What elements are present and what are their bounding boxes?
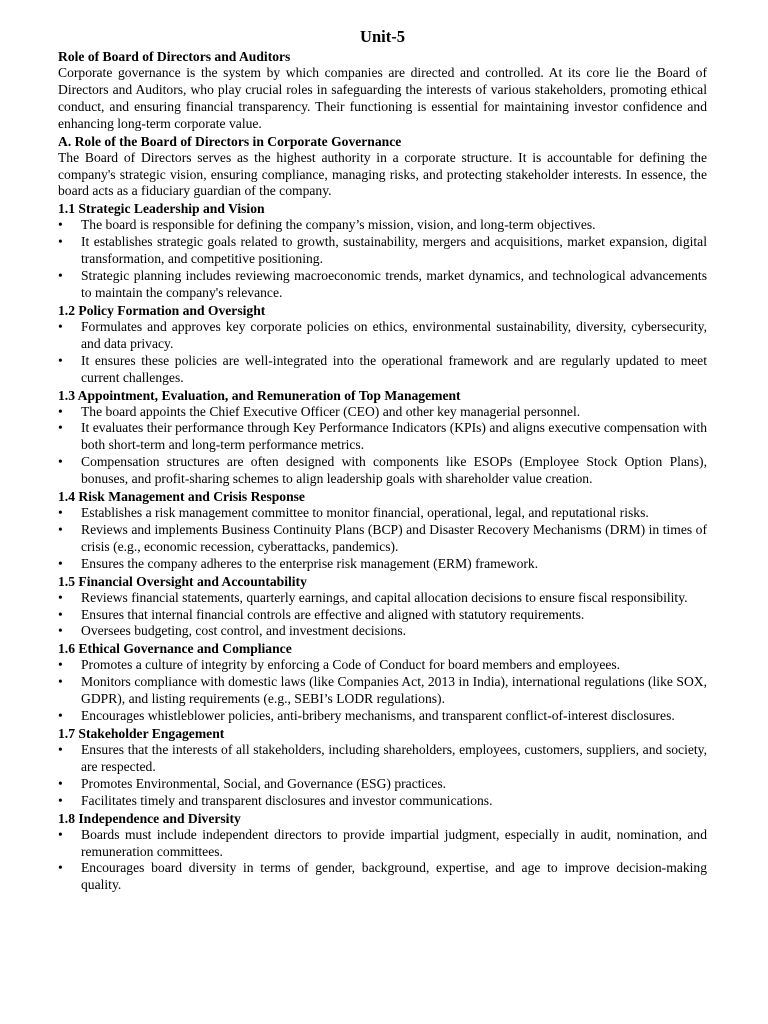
bullet-icon: •	[58, 657, 63, 673]
list-item	[58, 522, 707, 556]
bullet-icon: •	[58, 606, 63, 622]
list-item	[58, 860, 707, 894]
list-item-text: Reviews and implements Business Continuity Plans (BCP) and Disaster Recovery Mechanisms (DRM) in times of crisis (e.g., economic recession, cyberattacks, pandemics).	[81, 521, 707, 554]
list-item	[58, 353, 707, 387]
list-item	[58, 268, 707, 302]
bullet-list	[58, 657, 707, 725]
list-item-text: Promotes Environmental, Social, and Governance (ESG) practices.	[81, 775, 447, 791]
bullet-icon: •	[58, 420, 63, 436]
subsection-heading: 1.5 Financial Oversight and Accountability	[58, 573, 307, 589]
list-item-text: Boards must include independent directors to provide impartial judgment, especially in audit, nomination, and remuneration committees.	[81, 826, 707, 859]
bullet-icon: •	[58, 674, 63, 690]
bullet-icon: •	[58, 826, 63, 842]
bullet-list	[58, 590, 707, 641]
list-item-text: Encourages board diversity in terms of gender, background, expertise, and age to improve decision-making quality.	[81, 860, 707, 893]
bullet-icon: •	[58, 234, 63, 250]
list-item	[58, 657, 707, 674]
list-item	[58, 505, 707, 522]
bullet-list	[58, 319, 707, 387]
list-item-text: The board is responsible for defining the company’s mission, vision, and long-term objectives.	[81, 217, 596, 233]
list-item-text: It ensures these policies are well-integrated into the operational framework and are regularly updated to meet current challenges.	[81, 352, 707, 385]
list-item	[58, 454, 707, 488]
bullet-icon: •	[58, 217, 63, 233]
bullet-icon: •	[58, 454, 63, 470]
list-item	[58, 319, 707, 353]
list-item	[58, 708, 707, 725]
bullet-list	[58, 505, 707, 573]
subsection-heading: 1.3 Appointment, Evaluation, and Remuneration of Top Management	[58, 387, 461, 403]
list-item-text: Ensures that internal financial controls are effective and aligned with statutory requirements.	[81, 606, 585, 622]
list-item	[58, 742, 707, 776]
list-item	[58, 234, 707, 268]
list-item	[58, 607, 707, 624]
bullet-icon: •	[58, 268, 63, 284]
list-item-text: Oversees budgeting, cost control, and investment decisions.	[81, 623, 407, 639]
list-item-text: Encourages whistleblower policies, anti-bribery mechanisms, and transparent conflict-of-interest disclosures.	[81, 708, 675, 724]
bullet-list	[58, 404, 707, 489]
bullet-icon: •	[58, 623, 63, 639]
list-item-text: Monitors compliance with domestic laws (like Companies Act, 2013 in India), international regulations (like SOX, GDPR), and listing requirements (e.g., SEBI’s LODR regulations).	[81, 674, 707, 707]
list-item	[58, 793, 707, 810]
bullet-list	[58, 217, 707, 302]
list-item-text: It evaluates their performance through Key Performance Indicators (KPIs) and aligns executive compensation with both short-term and long-term performance metrics.	[81, 420, 707, 453]
list-item-text: Compensation structures are often designed with components like ESOPs (Employee Stock Option Plans), bonuses, and profit-sharing schemes to align leadership goals with shareholder value creation.	[81, 454, 707, 487]
list-item-text: The board appoints the Chief Executive Officer (CEO) and other key managerial personnel.	[81, 403, 581, 419]
list-item-text: Reviews financial statements, quarterly earnings, and capital allocation decisions to ensure fiscal responsibility.	[81, 589, 688, 605]
list-item-text: Establishes a risk management committee to monitor financial, operational, legal, and reputational risks.	[81, 505, 649, 521]
list-item	[58, 827, 707, 861]
list-item-text: It establishes strategic goals related to growth, sustainability, mergers and acquisitions, market expansion, digital transformation, and competitive positioning.	[81, 234, 707, 267]
subsection-heading: 1.2 Policy Formation and Oversight	[58, 302, 266, 318]
bullet-icon: •	[58, 708, 63, 724]
list-item	[58, 404, 707, 421]
list-item	[58, 556, 707, 573]
list-item	[58, 674, 707, 708]
intro-paragraph: Corporate governance is the system by which companies are directed and controlled. At its core lie the Board of Directors and Auditors, who play crucial roles in safeguarding the interests of various stakeholders, promoting ethical conduct, and ensuring financial transparency. Their functioning is essential for maintaining investor confidence and enhancing long-term corporate value.	[58, 65, 707, 131]
list-item	[58, 217, 707, 234]
bullet-icon: •	[58, 318, 63, 334]
bullet-list	[58, 742, 707, 810]
list-item	[58, 590, 707, 607]
list-item	[58, 776, 707, 793]
list-item-text: Formulates and approves key corporate policies on ethics, environmental sustainability, diversity, cybersecurity, and data privacy.	[81, 318, 707, 351]
list-item-text: Facilitates timely and transparent disclosures and investor communications.	[81, 792, 493, 808]
bullet-icon: •	[58, 521, 63, 537]
bullet-icon: •	[58, 775, 63, 791]
bullet-icon: •	[58, 792, 63, 808]
subsection-heading: 1.4 Risk Management and Crisis Response	[58, 489, 305, 505]
subsection-heading: 1.8 Independence and Diversity	[58, 810, 241, 826]
list-item	[58, 623, 707, 640]
list-item-text: Ensures the company adheres to the enterprise risk management (ERM) framework.	[81, 555, 539, 571]
list-item-text: Strategic planning includes reviewing macroeconomic trends, market dynamics, and technological advancements to maintain the company's relevance.	[81, 268, 707, 300]
subsection-heading: 1.7 Stakeholder Engagement	[58, 726, 225, 741]
section-a-heading: A. Role of the Board of Directors in Corporate Governance	[58, 133, 402, 149]
document-title: Role of Board of Directors and Auditors	[58, 49, 291, 64]
bullet-list	[58, 827, 707, 895]
bullet-icon: •	[58, 352, 63, 368]
list-item-text: Ensures that the interests of all stakeholders, including shareholders, employees, customers, suppliers, and society, are respected.	[81, 742, 707, 774]
subsection-heading: 1.6 Ethical Governance and Compliance	[58, 641, 292, 657]
bullet-icon: •	[58, 589, 63, 605]
bullet-icon: •	[58, 505, 63, 521]
unit-title: Unit-5	[360, 27, 405, 46]
section-a-paragraph: The Board of Directors serves as the highest authority in a corporate structure. It is accountable for defining the company's strategic vision, ensuring compliance, managing risks, and protecting stakeholder interests. In essence, the board acts as a fiduciary guardian of the company.	[58, 149, 707, 199]
bullet-icon: •	[58, 860, 63, 876]
bullet-icon: •	[58, 742, 63, 757]
bullet-icon: •	[58, 555, 63, 571]
list-item	[58, 420, 707, 454]
subsection-heading: 1.1 Strategic Leadership and Vision	[58, 201, 265, 217]
list-item-text: Promotes a culture of integrity by enforcing a Code of Conduct for board members and employees.	[81, 657, 621, 673]
bullet-icon: •	[58, 403, 63, 419]
subsections-container	[58, 200, 707, 894]
